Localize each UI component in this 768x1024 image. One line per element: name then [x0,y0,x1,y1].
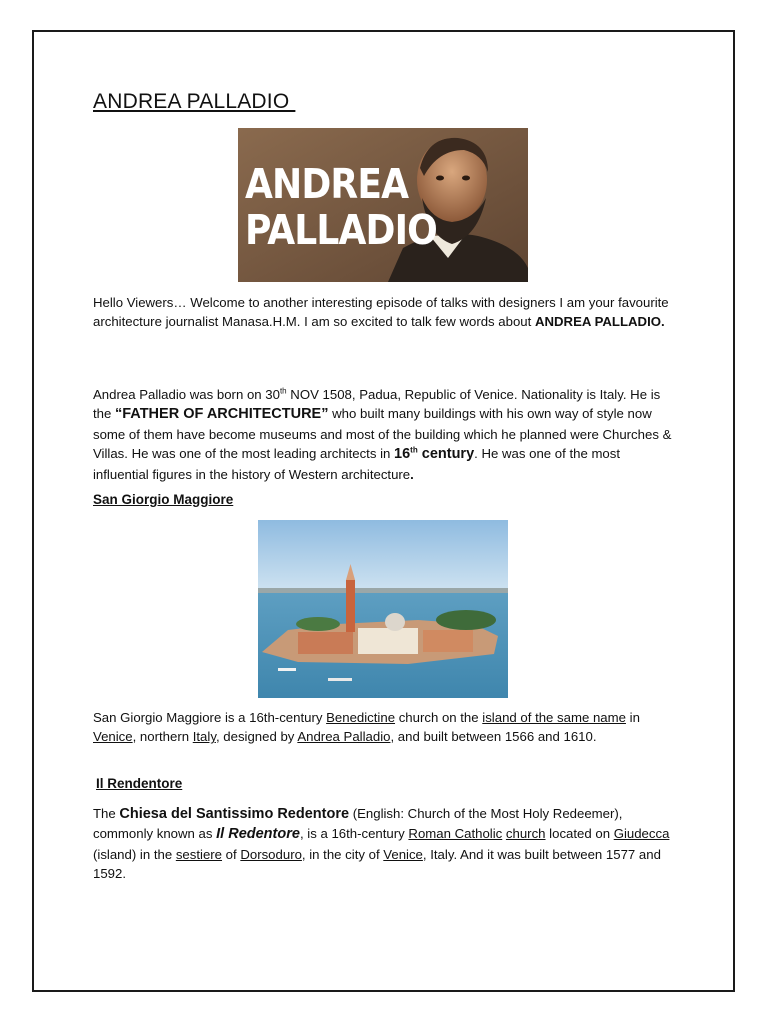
bio-paragraph: Andrea Palladio was born on 30th NOV 1508, Padua, Republic of Venice. Nationality is Italy. He is the “FATHER OF ARCHITECTURE” who built many buildings with his own way of style now some of them have become museums and most of the building which he planned were Churches & Villas. He was one of the most leading architects in 16th century. He was one of the most influential figures in the history of Western architecture. [93,386,672,482]
link-venice-city[interactable]: Venice [383,846,423,862]
redentore-heading: Il Rendentore [96,776,183,791]
intro-paragraph: Hello Viewers… Welcome to another interesting episode of talks with designers I am your favourite architecture journalist Manasa.H.M. I am so excited to talk few words about ANDREA PALLADIO. [93,295,669,330]
link-andrea-palladio[interactable]: Andrea Palladio [297,729,391,745]
redentore-paragraph: The Chiesa del Santissimo Redentore (English: Church of the Most Holy Redeemer), commonly known as Il Redentore, is a 16th-century Roman Catholic church located on Giudecca (island) in the sestiere of Dorsoduro, in the city of Venice, Italy. And it was built between 1577 and 1592. [93,806,670,882]
intro-name-bold: ANDREA PALLADIO. [534,314,665,330]
san-giorgio-photo [258,520,508,698]
father-of-architecture: “FATHER OF ARCHITECTURE” [115,406,329,423]
link-giudecca[interactable]: Giudecca [613,826,670,842]
link-dorsoduro[interactable]: Dorsoduro [240,846,302,862]
link-roman-catholic[interactable]: Roman Catholic [408,826,503,842]
link-church[interactable]: church [505,826,546,842]
banner-title-line-1: ANDREA [245,160,409,208]
document-title: ANDREA PALLADIO [93,90,296,113]
century-16: 16 [394,446,411,463]
banner-title-line-2: PALLADIO [245,206,437,254]
san-giorgio-heading: San Giorgio Maggiore [93,492,234,507]
link-venice[interactable]: Venice [93,729,133,745]
redentore-full-name: Chiesa del Santissimo Redentore [119,806,350,822]
link-benedictine[interactable]: Benedictine [326,710,396,725]
link-sestiere[interactable]: sestiere [175,846,223,862]
san-giorgio-paragraph: San Giorgio Maggiore is a 16th-century Benedictine church on the island of the same name in Venice, northern Italy, designed by Andrea Palladio, and built between 1566 and 1610. [93,710,640,745]
san-giorgio-island-illustration [258,520,508,698]
redentore-short-name: Il Redentore [216,826,300,843]
link-italy[interactable]: Italy [192,729,216,745]
palladio-banner-image [238,128,528,282]
link-island-of-same-name[interactable]: island of the same name [482,710,626,725]
